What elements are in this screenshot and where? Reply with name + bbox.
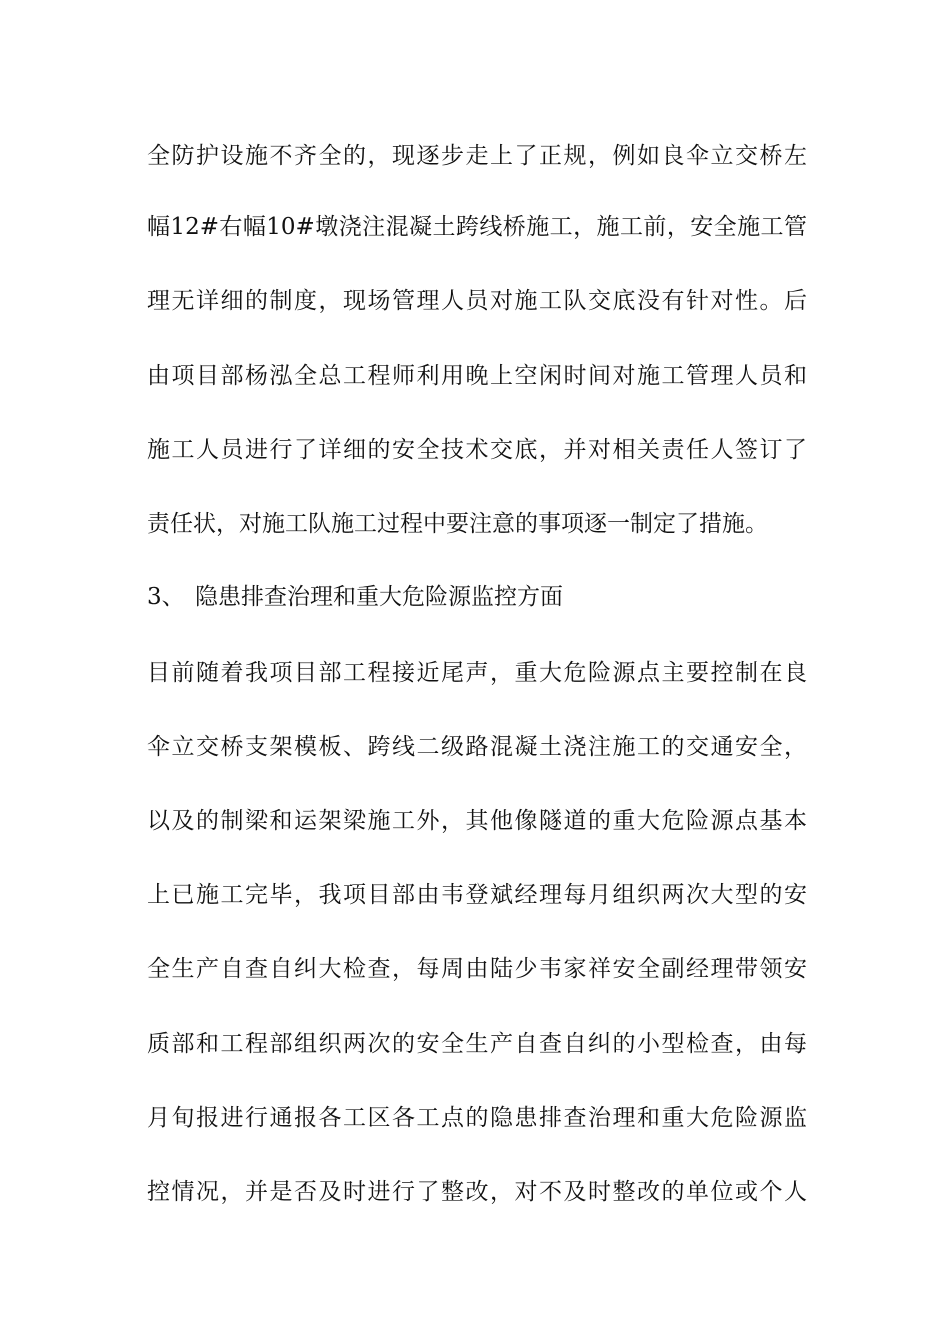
paragraph-1-line-6: 责任状，对施工队施工过程中要注意的事项逐一制定了措施。 (147, 511, 768, 537)
section-number: 3、 (147, 584, 185, 610)
paragraph-2-line-8: 控情况，并是否及时进行了整改，对不及时整改的单位或个人 (147, 1179, 807, 1205)
paragraph-1-line-5: 施工人员进行了详细的安全技术交底，并对相关责任人签订了 (147, 437, 807, 463)
paragraph-1-line-4: 由项目部杨泓全总工程师利用晚上空闲时间对施工管理人员和 (147, 363, 807, 389)
paragraph-2-line-5: 全生产自查自纠大检查，每周由陆少韦家祥安全副经理带领安 (147, 956, 807, 982)
paragraph-2-line-7: 月旬报进行通报各工区各工点的隐患排查治理和重大危险源监 (147, 1105, 807, 1131)
paragraph-2-line-1: 目前随着我项目部工程接近尾声，重大危险源点主要控制在良 (147, 660, 807, 686)
paragraph-2-line-4: 上已施工完毕，我项目部由韦登斌经理每月组织两次大型的安 (147, 882, 807, 908)
paragraph-1-line-2: 幅12#右幅10#墩浇注混凝土跨线桥施工，施工前，安全施工管 (147, 214, 807, 240)
paragraph-2-line-6: 质部和工程部组织两次的安全生产自查自纠的小型检查，由每 (147, 1031, 807, 1057)
section-heading (147, 582, 807, 612)
paragraph-1-line-3: 理无详细的制度，现场管理人员对施工队交底没有针对性。后 (147, 288, 807, 314)
paragraph-1-line-1: 全防护设施不齐全的，现逐步走上了正规，例如良伞立交桥左 (147, 143, 807, 169)
paragraph-2-line-2: 伞立交桥支架模板、跨线二级路混凝土浇注施工的交通安全， (147, 734, 807, 760)
section-title: 隐患排查治理和重大危险源监控方面 (195, 584, 563, 610)
paragraph-2-line-3: 以及的制梁和运架梁施工外，其他像隧道的重大危险源点基本 (147, 808, 807, 834)
